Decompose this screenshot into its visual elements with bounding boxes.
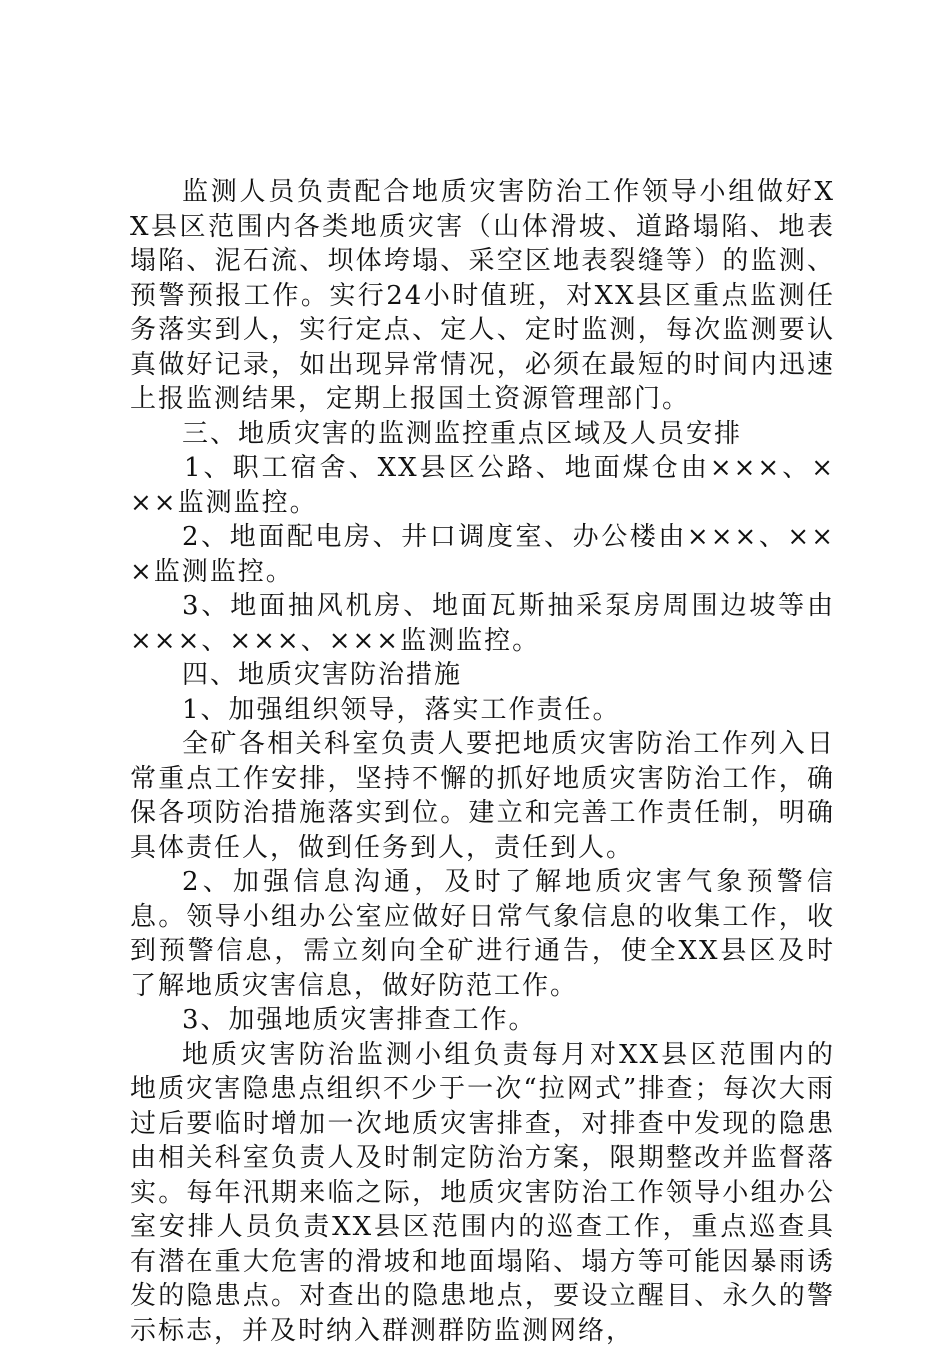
measure-2-paragraph: 2、加强信息沟通，及时了解地质灾害气象预警信息。领导小组办公室应做好日常气象信息的收集工作，收到预警信息，需立刻向全矿进行通告，使全XX县区及时了解地质灾害信息，做好防范工作。 (130, 865, 835, 1003)
paragraph-measure-1-detail: 全矿各相关科室负责人要把地质灾害防治工作列入日常重点工作安排，坚持不懈的抓好地质灾害防治工作，确保各项防治措施落实到位。建立和完善工作责任制，明确具体责任人，做到任务到人，责任到人。 (130, 727, 835, 865)
paragraph-monitoring-duties: 监测人员负责配合地质灾害防治工作领导小组做好XX县区范围内各类地质灾害（山体滑坡、道路塌陷、地表塌陷、泥石流、坝体垮塌、采空区地表裂缝等）的监测、预警预报工作。实行24小时值班，对XX县区重点监测任务落实到人，实行定点、定人、定时监测，每次监测要认真做好记录，如出现异常情况，必须在最短的时间内迅速上报监测结果，定期上报国土资源管理部门。 (130, 175, 835, 417)
list-item-area-2: 2、地面配电房、井口调度室、办公楼由×××、×××监测监控。 (130, 520, 835, 589)
measure-heading-3: 3、加强地质灾害排查工作。 (130, 1003, 835, 1038)
section-heading-monitoring-areas: 三、地质灾害的监测监控重点区域及人员安排 (130, 417, 835, 452)
list-item-area-1: 1、职工宿舍、XX县区公路、地面煤仓由×××、×××监测监控。 (130, 451, 835, 520)
list-item-area-3: 3、地面抽风机房、地面瓦斯抽采泵房周围边坡等由×××、×××、×××监测监控。 (130, 589, 835, 658)
section-heading-prevention-measures: 四、地质灾害防治措施 (130, 658, 835, 693)
document-body (130, 175, 835, 1348)
paragraph-measure-3-detail: 地质灾害防治监测小组负责每月对XX县区范围内的地质灾害隐患点组织不少于一次“拉网式”排查；每次大雨过后要临时增加一次地质灾害排查，对排查中发现的隐患由相关科室负责人及时制定防治方案，限期整改并监督落实。每年汛期来临之际，地质灾害防治工作领导小组办公室安排人员负责XX县区范围内的巡查工作，重点巡查具有潜在重大危害的滑坡和地面塌陷、塌方等可能因暴雨诱发的隐患点。对查出的隐患地点，要设立醒目、永久的警示标志，并及时纳入群测群防监测网络， (130, 1038, 835, 1348)
measure-heading-1: 1、加强组织领导，落实工作责任。 (130, 693, 835, 728)
